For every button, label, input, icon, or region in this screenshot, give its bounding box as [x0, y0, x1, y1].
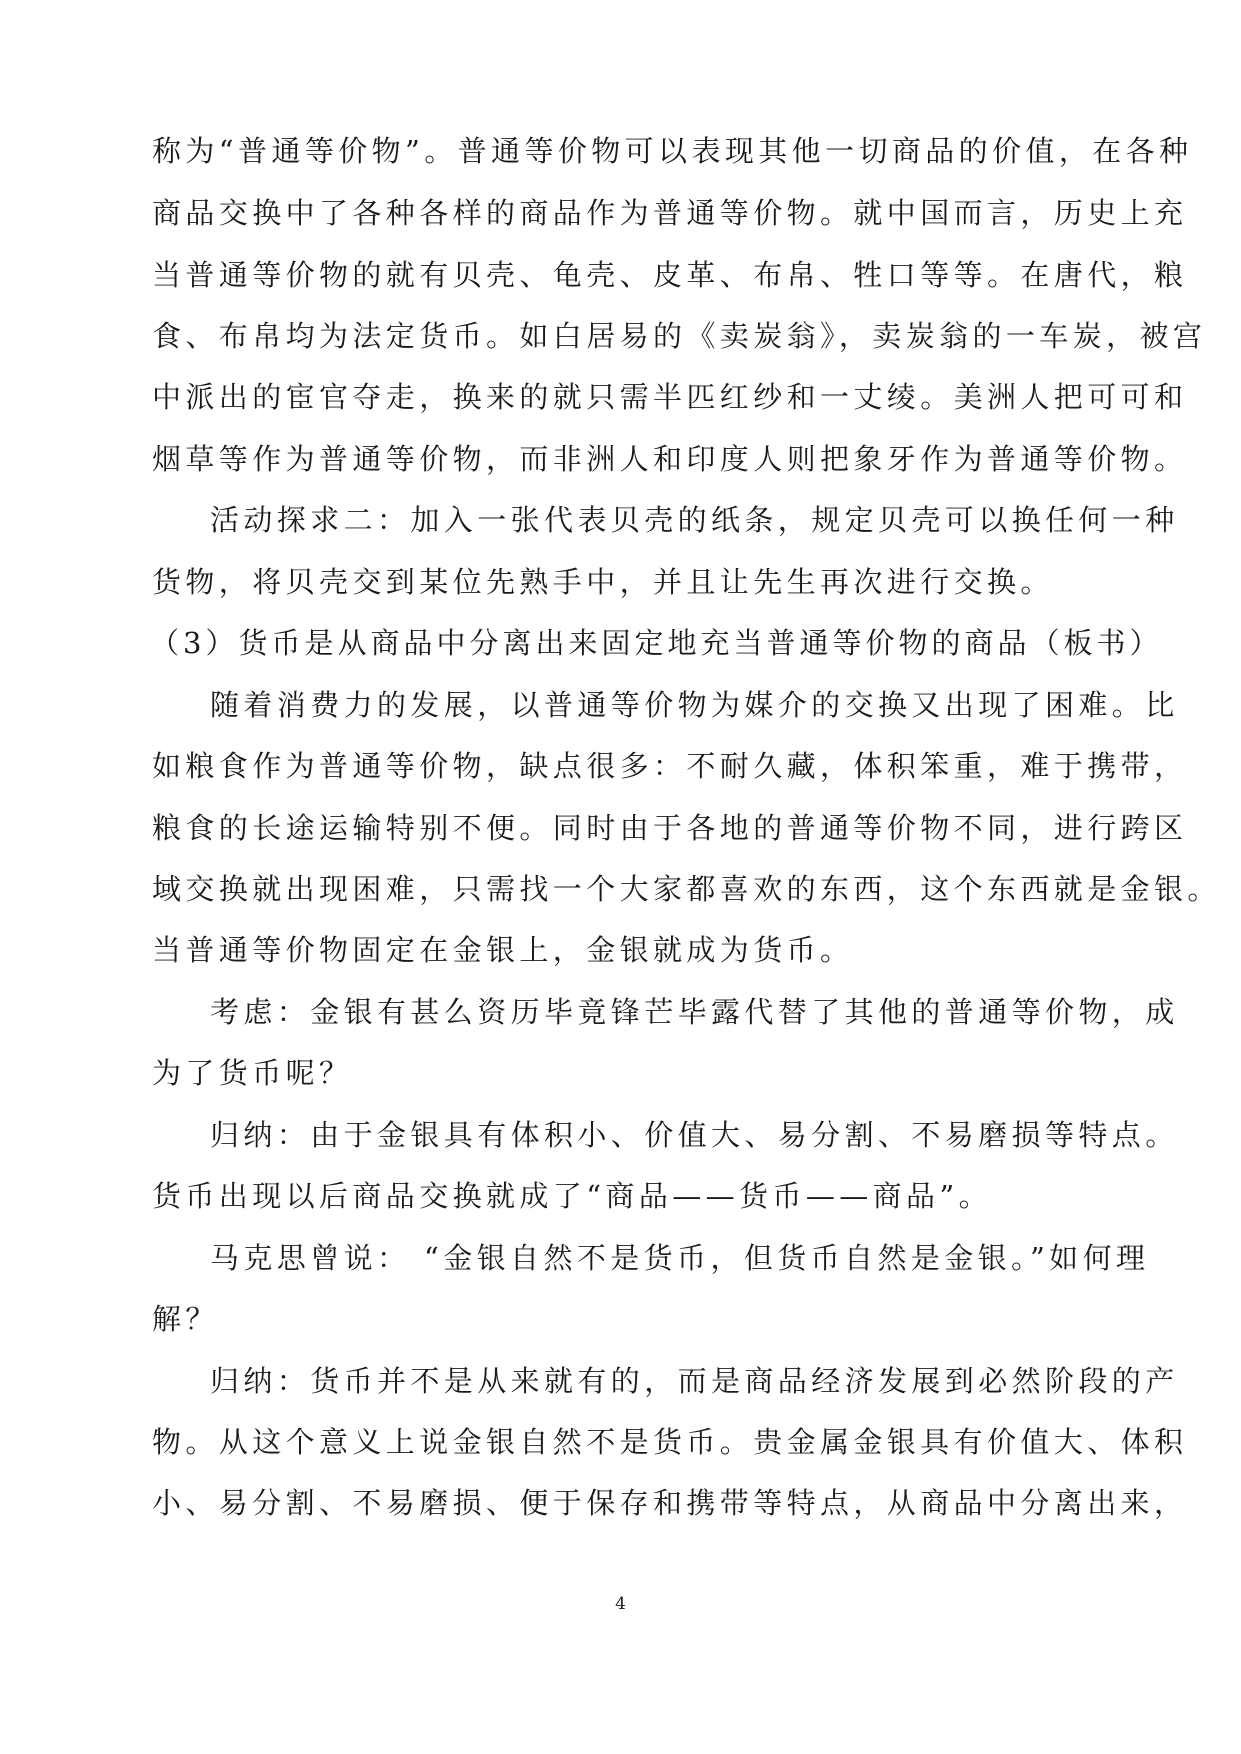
text-line: 如粮食作为普通等价物，缺点很多：不耐久藏，体积笨重，难于携带， — [152, 749, 1188, 783]
text-line: 解？ — [152, 1302, 219, 1336]
text-line: 烟草等作为普通等价物，而非洲人和印度人则把象牙作为普通等价物。 — [152, 442, 1188, 476]
text-line: 粮食的长途运输特别不便。同时由于各地的普通等价物不同，进行跨区 — [152, 811, 1188, 845]
text-line: 为了货币呢？ — [152, 1056, 353, 1090]
text-line: 物。从这个意义上说金银自然不是货币。贵金属金银具有价值大、体积 — [152, 1425, 1188, 1459]
text-line: 货物，将贝壳交到某位先熟手中，并且让先生再次进行交换。 — [152, 565, 1054, 599]
paragraph-first-line: 考虑：金银有甚么资历毕竟锋芒毕露代替了其他的普通等价物，成 — [210, 995, 1179, 1029]
text-line: 货币出现以后商品交换就成了“商品——货币——商品”。 — [152, 1179, 993, 1213]
text-line: 小、易分割、不易磨损、便于保存和携带等特点，从商品中分离出来， — [152, 1486, 1188, 1520]
paragraph-first-line: 归纳：货币并不是从来就有的，而是商品经济发展到必然阶段的产 — [210, 1364, 1179, 1398]
text-line: 商品交换中了各种各样的商品作为普通等价物。就中国而言，历史上充 — [152, 196, 1188, 230]
text-line: 当普通等价物固定在金银上，金银就成为货币。 — [152, 933, 854, 967]
text-line: 称为“普通等价物”。普通等价物可以表现其他一切商品的价值，在各种 — [152, 134, 1193, 168]
section-heading: （3）货币是从商品中分离出来固定地充当普通等价物的商品（板书） — [150, 626, 1163, 660]
page-number: 4 — [615, 1594, 626, 1614]
paragraph-first-line: 随着消费力的发展，以普通等价物为媒介的交换又出现了困难。比 — [210, 688, 1179, 722]
text-line: 食、布帛均为法定货币。如白居易的《卖炭翁》，卖炭翁的一车炭，被宫 — [152, 319, 1207, 353]
text-line: 域交换就出现困难，只需找一个大家都喜欢的东西，这个东西就是金银。 — [152, 872, 1221, 906]
paragraph-first-line: 马克思曾说： “金银自然不是货币，但货币自然是金银。”如何理 — [210, 1241, 1150, 1275]
paragraph-first-line: 活动探求二：加入一张代表贝壳的纸条，规定贝壳可以换任何一种 — [210, 503, 1179, 537]
paragraph-first-line: 归纳：由于金银具有体积小、价值大、易分割、不易磨损等特点。 — [210, 1118, 1179, 1152]
text-line: 当普通等价物的就有贝壳、龟壳、皮革、布帛、牲口等等。在唐代，粮 — [152, 258, 1188, 292]
text-line: 中派出的宦官夺走，换来的就只需半匹红纱和一丈绫。美洲人把可可和 — [152, 380, 1188, 414]
